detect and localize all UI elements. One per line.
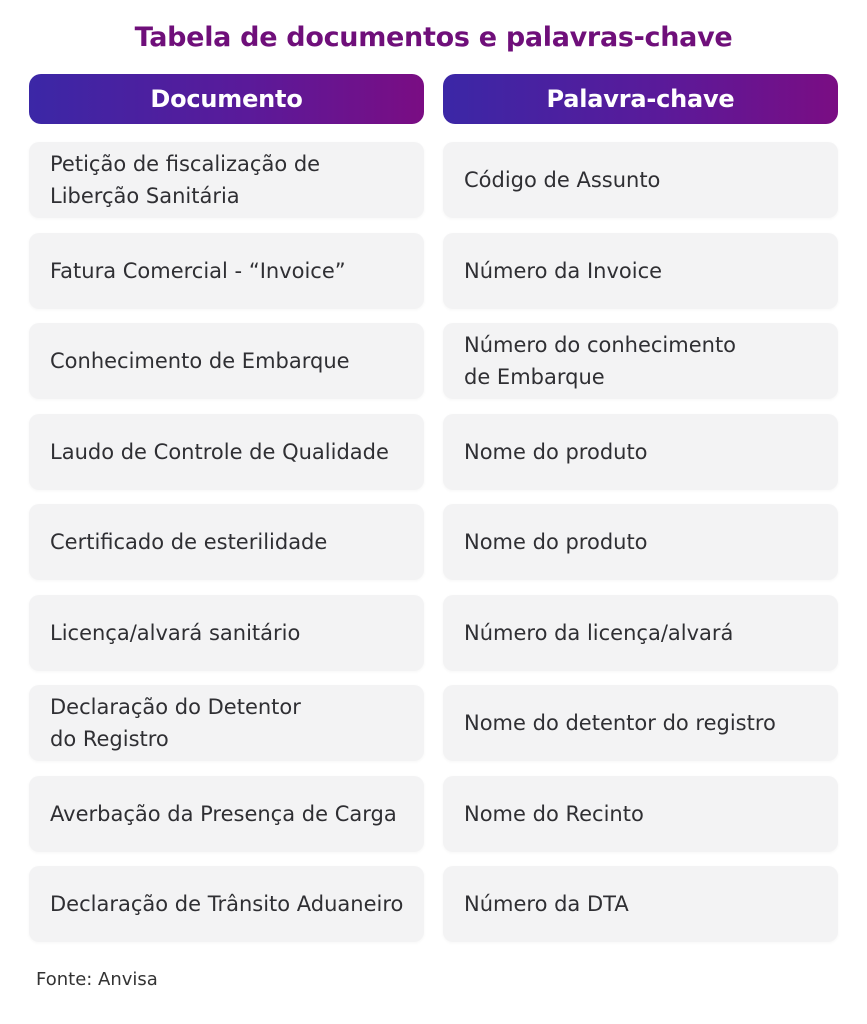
table-cell-document: Averbação da Presença de Carga — [29, 776, 424, 852]
column-header-keyword: Palavra-chave — [443, 74, 838, 124]
table-cell-document: Laudo de Controle de Qualidade — [29, 414, 424, 490]
table-cell-keyword: Número da DTA — [443, 866, 838, 942]
table-cell-document: Petição de fiscalização de Liberção Sanitária — [29, 142, 424, 218]
table-cell-keyword: Código de Assunto — [443, 142, 838, 218]
table-cell-keyword: Nome do produto — [443, 504, 838, 580]
page-title: Tabela de documentos e palavras-chave — [134, 22, 733, 53]
table-cell-keyword: Número da licença/alvará — [443, 595, 838, 671]
table-cell-document: Certificado de esterilidade — [29, 504, 424, 580]
table-cell-document: Licença/alvará sanitário — [29, 595, 424, 671]
table-cell-document: Conhecimento de Embarque — [29, 323, 424, 399]
column-header-document: Documento — [29, 74, 424, 124]
table-cell-keyword: Nome do Recinto — [443, 776, 838, 852]
table-cell-keyword: Número da Invoice — [443, 233, 838, 309]
table-cell-document: Declaração do Detentor do Registro — [29, 685, 424, 761]
table-cell-document: Fatura Comercial - “Invoice” — [29, 233, 424, 309]
table-cell-document: Declaração de Trânsito Aduaneiro — [29, 866, 424, 942]
table-cell-keyword: Número do conhecimento de Embarque — [443, 323, 838, 399]
source-caption: Fonte: Anvisa — [36, 969, 158, 990]
table-cell-keyword: Nome do detentor do registro — [443, 685, 838, 761]
table-cell-keyword: Nome do produto — [443, 414, 838, 490]
